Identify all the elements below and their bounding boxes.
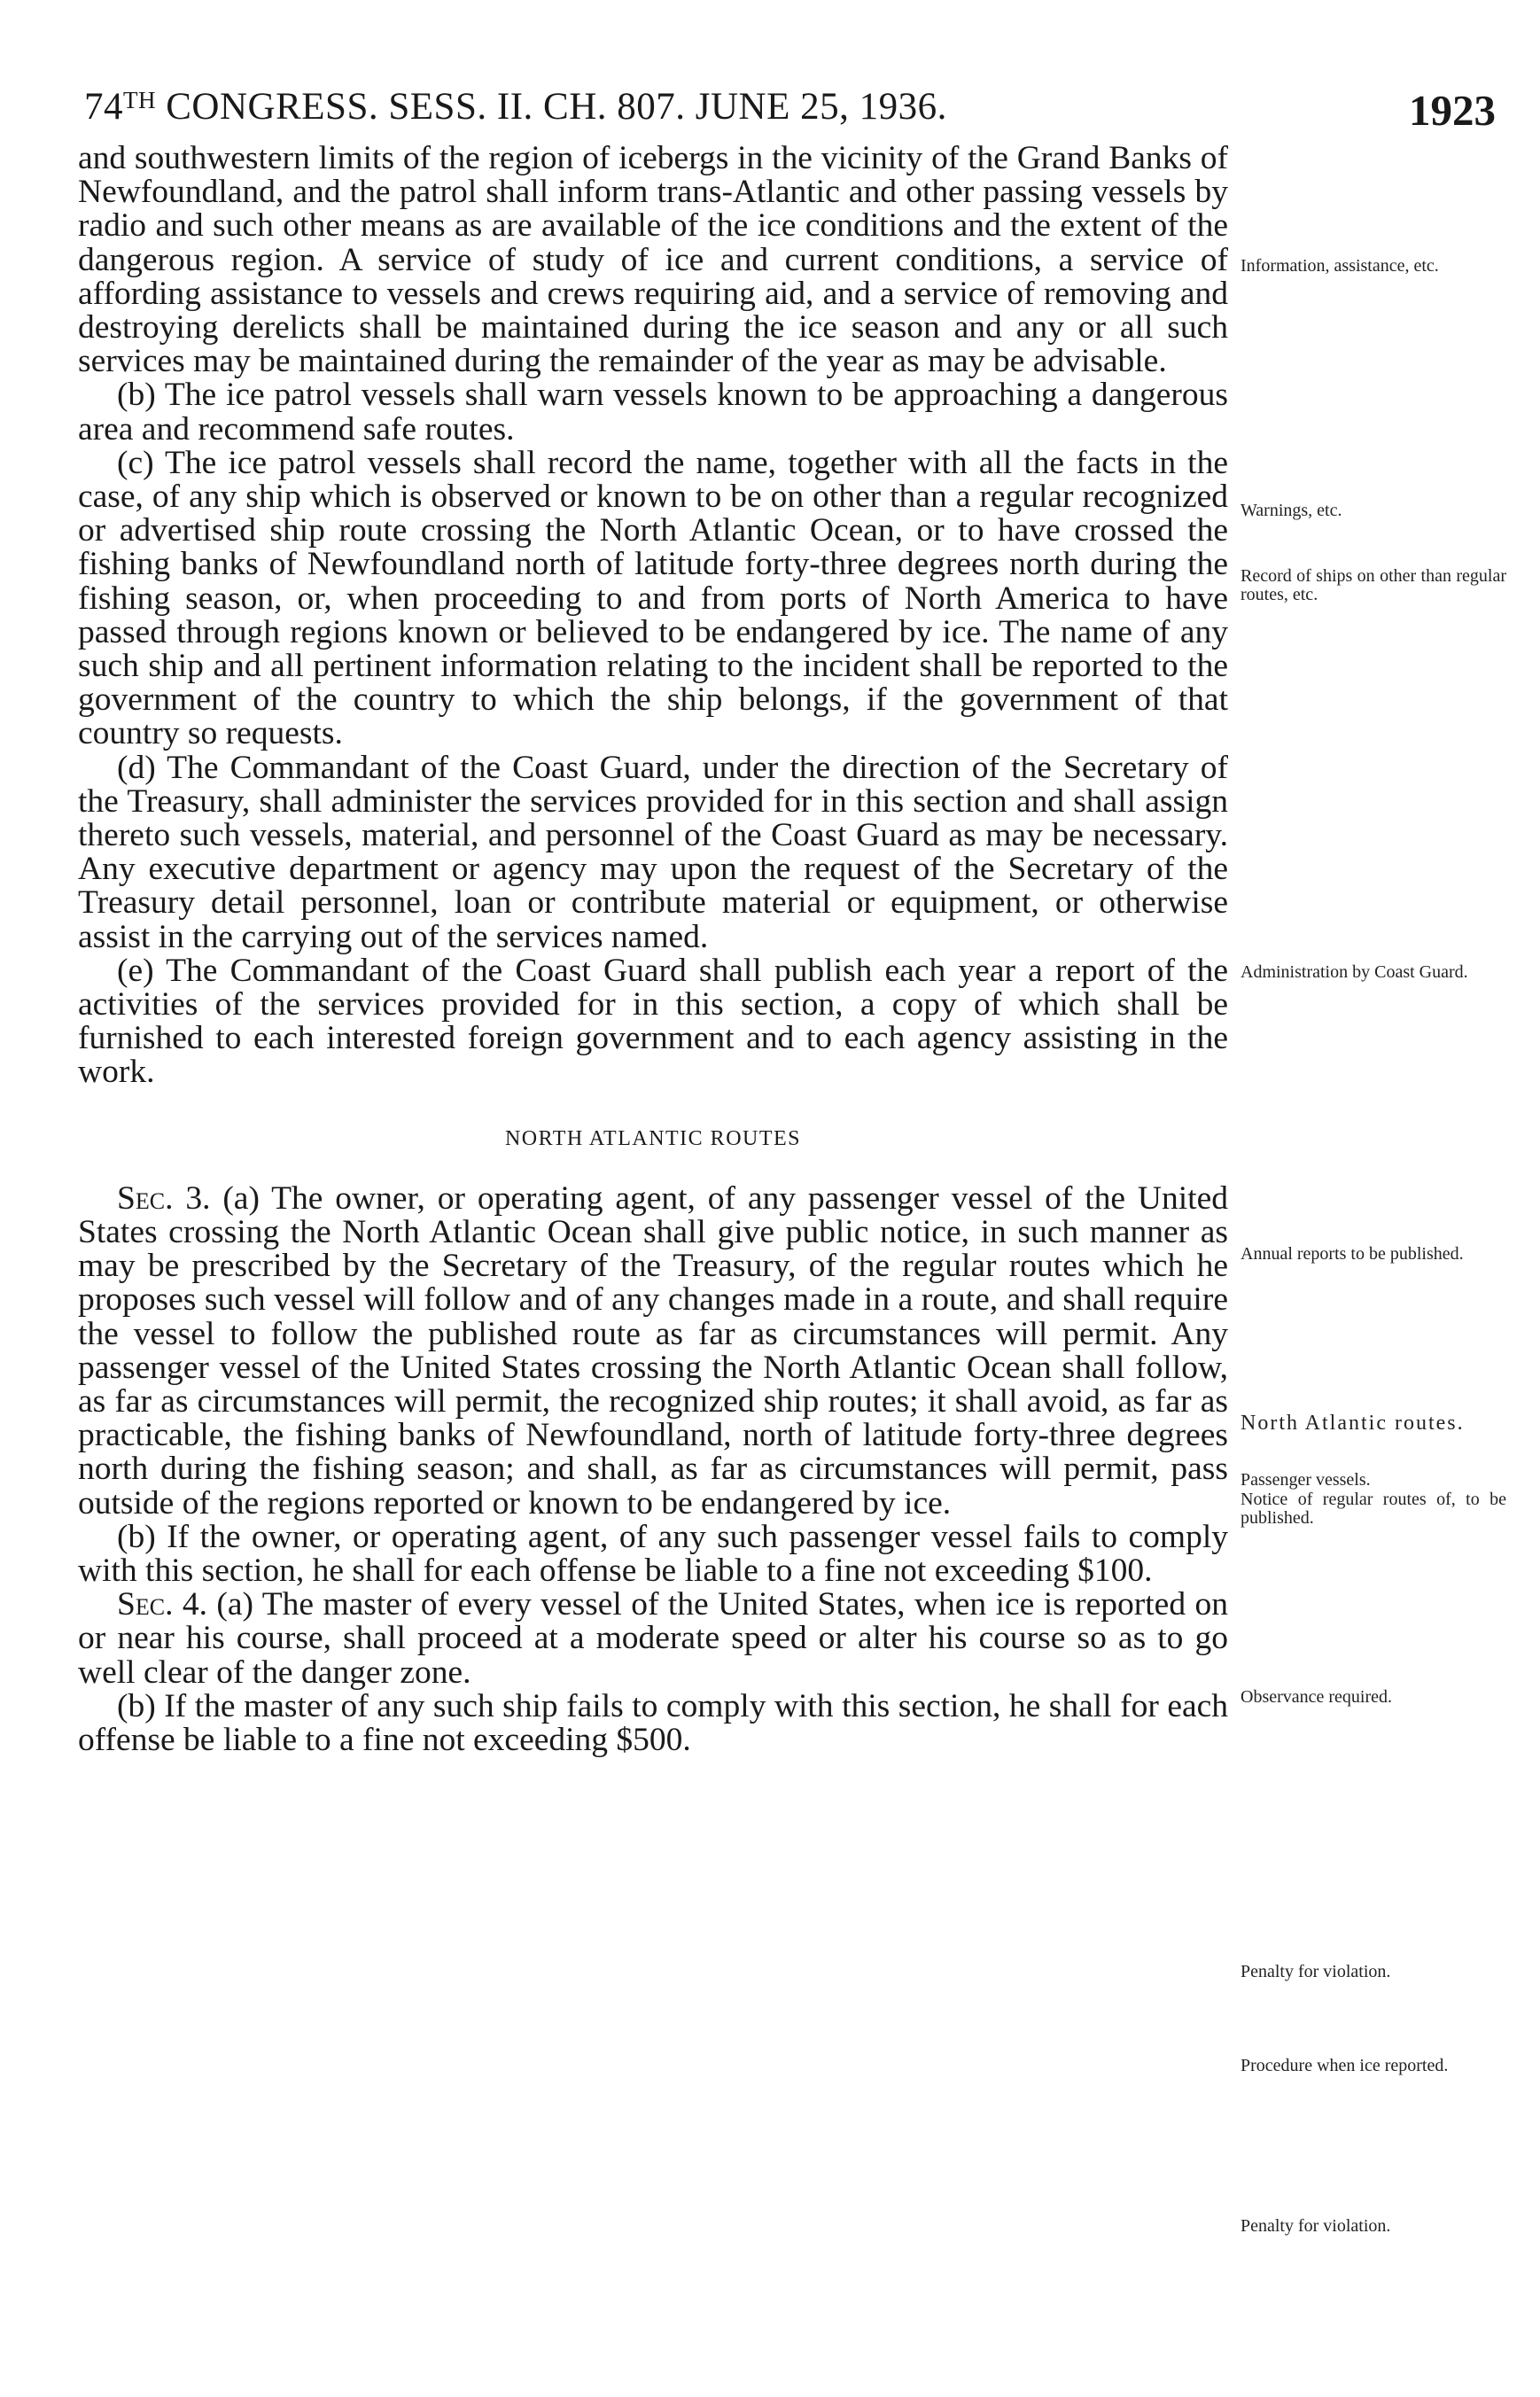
margin-note-information: Information, assistance, etc.: [1241, 256, 1439, 276]
margin-note-penalty-1: Penalty for violation.: [1241, 1962, 1391, 1981]
margin-note-administration: Administration by Coast Guard.: [1241, 962, 1468, 982]
paragraph-continuation: and southwestern limits of the region of icebergs in the vicinity of the Grand Banks of Newfoundland, and the patrol shall inform trans-Atlantic and other passing vessels by radio and such other means as are available of the ice conditions and the extent of the dangerous region. A service of study of ice and current conditions, a service of affording assistance to vessels and crews requiring aid, and a service of removing and destroying derelicts shall be maintained during the ice season and any or all such services may be maintained during the remainder of the year as may be advisable.: [78, 140, 1228, 380]
section-3-a: [78, 1179, 1228, 1521]
margin-note-passenger: Passenger vessels.: [1241, 1470, 1371, 1490]
paragraph-b: (b) The ice patrol vessels shall warn vessels known to be approaching a dangerous area and recommend safe routes.: [78, 377, 1228, 447]
margin-note-record: Record of ships on other than regular routes, etc.: [1241, 566, 1506, 604]
margin-note-penalty-2: Penalty for violation.: [1241, 2216, 1391, 2236]
margin-note-north-atlantic: North Atlantic routes.: [1241, 1412, 1465, 1435]
section-4-label: Sec. 4.: [117, 1586, 207, 1623]
section-4-a-text: (a) The master of every vessel of the United States, when ice is reported on or near his course, shall proceed at a moderate speed or alter his course so as to go well clear of the danger zone.: [78, 1586, 1228, 1691]
paragraph-c: (c) The ice patrol vessels shall record the name, together with all the facts in the case, of any ship which is observed or known to be on other than a regular recognized or advertised ship route crossing the North Atlantic Ocean, or to have crossed the fishing banks of Newfoundland north of latitude forty-three degrees north during the fishing season, or, when proceeding to and from ports of North America to have passed through regions known or believed to be endangered by ice. The name of any such ship and all pertinent information relating to the incident shall be reported to the government of the country to which the ship belongs, if the government of that country so requests.: [78, 444, 1228, 752]
paragraph-d: (d) The Commandant of the Coast Guard, under the direction of the Secretary of the Treasury, shall administer the services provided for in this section and shall assign thereto such vessels, material, and personnel of the Coast Guard as may be necessary. Any executive department or agency may upon the request of the Secretary of the Treasury detail personnel, loan or contribute material or equipment, or otherwise assist in the carrying out of the services named.: [78, 749, 1228, 955]
section-3-b: (b) If the owner, or operating agent, of any such passenger vessel fails to comply with this section, he shall for each offense be liable to a fine not exceeding $100.: [78, 1518, 1228, 1589]
margin-note-notice: Notice of regular routes of, to be published.: [1241, 1490, 1506, 1528]
section-3-a-text: (a) The owner, or operating agent, of any passenger vessel of the United States crossing the North Atlantic Ocean shall give public notice, in such manner as may be prescribed by the Secretary of the Treasury, of the regular routes which he proposes such vessel will follow and of any changes made in a route, and shall require the vessel to follow the published route as far as circumstances will permit. Any passenger vessel of the United States crossing the North Atlantic Ocean shall follow, as far as circumstances will permit, the recognized ship routes; it shall avoid, as far as practicable, the fishing banks of Newfoundland, north of latitude forty-three degrees north during the fishing season; and shall, as far as circumstances will permit, pass outside of the regions reported or known to be endangered by ice.: [78, 1179, 1228, 1521]
congress-ordinal-suffix: TH: [123, 87, 156, 113]
section-4-a: [78, 1588, 1228, 1690]
page-number: 1923: [1409, 86, 1496, 135]
margin-note-annual-reports: Annual reports to be published.: [1241, 1244, 1464, 1264]
body-text: [78, 142, 1228, 1757]
congress-number: 74: [84, 86, 123, 128]
margin-note-warnings: Warnings, etc.: [1241, 501, 1342, 520]
section-4-b: (b) If the master of any such ship fails to comply with this section, he shall for each offense be liable to a fine not exceeding $500.: [78, 1687, 1228, 1758]
paragraph-e: (e) The Commandant of the Coast Guard shall publish each year a report of the activities of the services provided for in this section, a copy of which shall be furnished to each interested foreign government and to each agency assisting in the work.: [78, 952, 1228, 1091]
running-head: [84, 85, 947, 128]
page-header: [84, 85, 1496, 147]
section-heading: NORTH ATLANTIC ROUTES: [504, 1126, 802, 1150]
section-3-label: Sec. 3.: [117, 1179, 211, 1217]
margin-note-procedure: Procedure when ice reported.: [1241, 2056, 1449, 2075]
margin-note-observance: Observance required.: [1241, 1687, 1393, 1707]
running-head-text: CONGRESS. SESS. II. CH. 807. JUNE 25, 1936.: [156, 86, 947, 128]
